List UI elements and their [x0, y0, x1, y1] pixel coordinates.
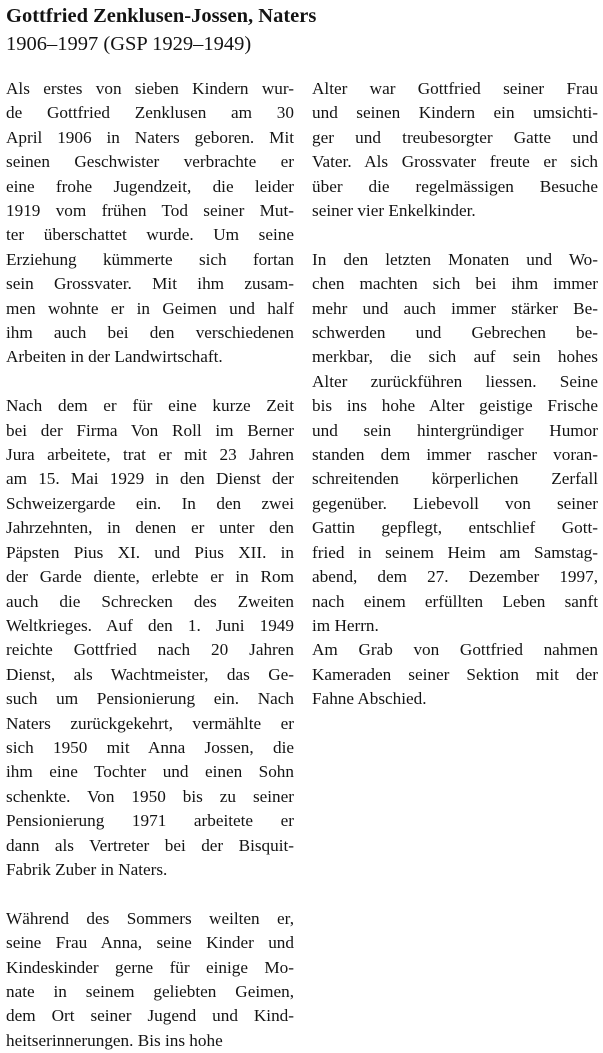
text-line: In den letzten Monaten und Wo-: [312, 249, 598, 269]
text-line: Kindeskinder gerne für einige Mo-: [6, 957, 294, 977]
text-line: 1919 vom frühen Tod seiner Mut-: [6, 201, 294, 221]
text-line: Dienst, als Wachtmeister, das Ge-: [6, 664, 294, 684]
text-line: abend, dem 27. Dezember 1997,: [312, 567, 598, 587]
text-line: mehr und auch immer stärker Be-: [312, 298, 598, 318]
text-line: sein Grossvater. Mit ihm zusam-: [6, 274, 294, 294]
text-line: am 15. Mai 1929 in den Dienst der: [6, 469, 294, 489]
text-line: such um Pensionierung ein. Nach: [6, 689, 294, 709]
paragraph: [6, 907, 294, 1053]
right-text-column: [312, 77, 598, 712]
text-line: Vater. Als Grossvater freute er sich: [312, 152, 598, 172]
text-line: im Herrn.: [312, 615, 379, 635]
text-line: eine frohe Jugendzeit, die leider: [6, 176, 294, 196]
text-line: ihm eine Tochter und einen Sohn: [6, 762, 294, 782]
text-line: nate in seinem geliebten Geimen,: [6, 982, 294, 1001]
text-line: Fahne Abschied.: [312, 689, 427, 709]
text-line: seiner vier Enkelkinder.: [312, 201, 476, 221]
text-line: seine Frau Anna, seine Kinder und: [6, 933, 294, 953]
text-line: und seinen Kindern ein umsichti-: [312, 103, 598, 123]
text-line: April 1906 in Naters geboren. Mit: [6, 127, 294, 147]
text-line: Gattin gepflegt, entschlief Gott-: [312, 518, 598, 538]
text-line: der Garde diente, erlebte er in Rom: [6, 567, 294, 587]
text-line: über die regelmässigen Besuche: [312, 176, 598, 196]
text-line: sich 1950 mit Anna Jossen, die: [6, 737, 294, 757]
text-line: de Gottfried Zenklusen am 30: [6, 103, 294, 123]
text-line: auch die Schrecken des Zweiten: [6, 591, 294, 611]
text-line: fried in seinem Heim am Samstag-: [312, 542, 598, 562]
text-line: Kameraden seiner Sektion mit der: [312, 664, 598, 684]
paragraph: [312, 77, 598, 223]
text-line: Erziehung kümmerte sich fortan: [6, 249, 294, 269]
text-line: ter überschattet wurde. Um seine: [6, 225, 294, 245]
text-line: standen dem immer rascher voran-: [312, 445, 598, 465]
article-title: Gottfried Zenklusen-Jossen, Naters: [6, 5, 317, 27]
text-line: chen machten sich bei ihm immer: [312, 274, 598, 294]
text-line: men wohnte er in Geimen und half: [6, 298, 294, 318]
text-line: heitserinnerungen. Bis ins hohe: [6, 1030, 223, 1050]
text-line: Weltkrieges. Auf den 1. Juni 1949: [6, 615, 294, 635]
text-line: Pensionierung 1971 arbeitete er: [6, 811, 294, 831]
text-line: Arbeiten in der Landwirtschaft.: [6, 347, 223, 367]
paragraph-spacer: [6, 882, 294, 906]
text-line: Schweizergarde ein. In den zwei: [6, 493, 294, 513]
text-line: Fabrik Zuber in Naters.: [6, 859, 168, 879]
paragraph-spacer: [6, 370, 294, 394]
text-line: dann als Vertreter bei der Bisquit-: [6, 835, 294, 855]
paragraph-spacer: [312, 223, 598, 247]
text-line: Nach dem er für eine kurze Zeit: [6, 396, 294, 416]
text-line: ger und treubesorgter Gatte und: [312, 127, 598, 147]
text-line: schenkte. Von 1950 bis zu seiner: [6, 786, 294, 806]
text-line: schreitenden körperlichen Zerfall: [312, 469, 598, 489]
text-line: dem Ort seiner Jugend und Kind-: [6, 1006, 294, 1026]
text-line: gegenüber. Liebevoll von seiner: [312, 493, 598, 513]
text-line: nach einem erfüllten Leben sanft: [312, 591, 598, 611]
text-line: merkbar, die sich auf sein hohes: [312, 347, 598, 367]
left-text-column: [6, 77, 294, 1053]
text-line: seinen Geschwister verbrachte er: [6, 152, 294, 172]
text-line: schwerden und Gebrechen be-: [312, 323, 598, 343]
article-subtitle-dates: 1906–1997 (GSP 1929–1949): [6, 33, 252, 55]
text-line: ihm auch bei den verschiedenen: [6, 323, 294, 343]
text-line: Jura arbeitete, trat er mit 23 Jahren: [6, 445, 294, 465]
text-line: bis ins hohe Alter geistige Frische: [312, 396, 598, 416]
text-line: bei der Firma Von Roll im Berner: [6, 420, 294, 440]
text-line: Alter war Gottfried seiner Frau: [312, 79, 598, 98]
text-line: Als erstes von sieben Kindern wur-: [6, 79, 294, 98]
text-line: Jahrzehnten, in denen er unter den: [6, 518, 294, 538]
paragraph: [6, 394, 294, 882]
text-line: Naters zurückgekehrt, vermählte er: [6, 713, 294, 733]
text-line: reichte Gottfried nach 20 Jahren: [6, 640, 294, 660]
text-line: Päpsten Pius XI. und Pius XII. in: [6, 542, 294, 562]
paragraph: [6, 77, 294, 370]
text-line: Während des Sommers weilten er,: [6, 908, 294, 928]
paragraph: [312, 248, 598, 639]
text-line: Alter zurückführen liessen. Seine: [312, 371, 598, 391]
text-line: Am Grab von Gottfried nahmen: [312, 640, 598, 660]
text-line: und sein hintergründiger Humor: [312, 420, 598, 440]
paragraph: [312, 638, 598, 711]
